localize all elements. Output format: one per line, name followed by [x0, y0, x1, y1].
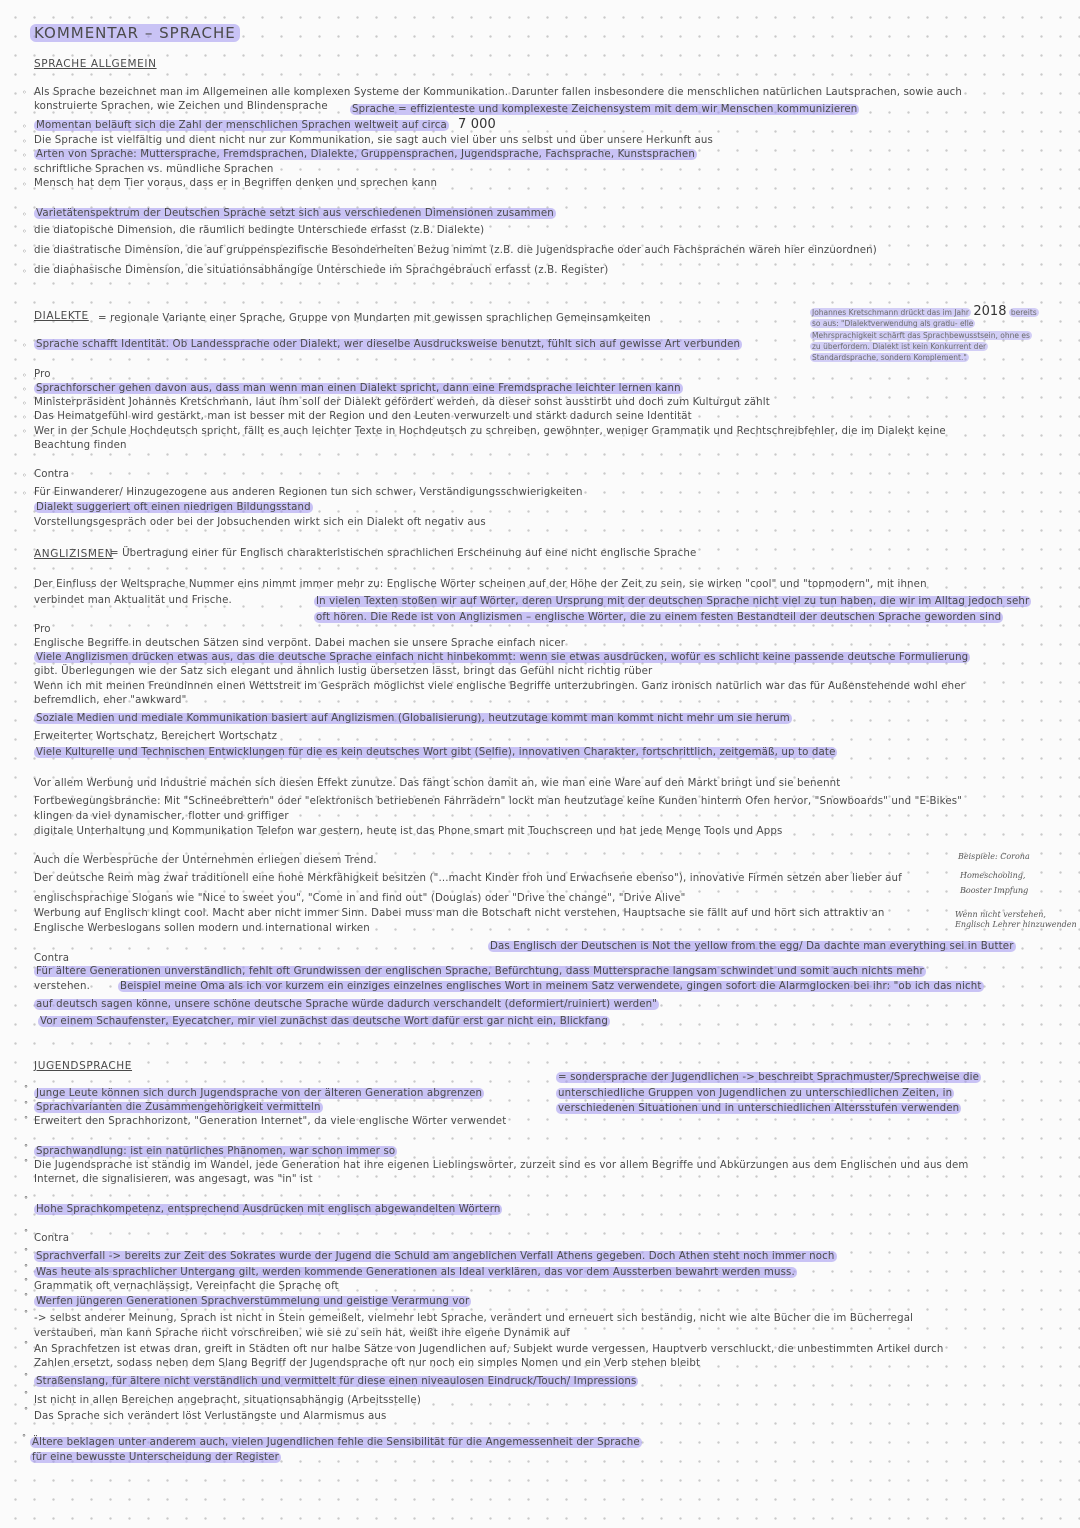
heading-dialekte: DIALEKTE [34, 310, 89, 322]
angl-pro-4: Soziale Medien und mediale Kommunikation basiert auf Anglizismen (Globalisierung), heutzutage kommt man kommt nicht mehr um sie herum [36, 713, 790, 724]
jugend-contra-9: Das Sprache sich verändert löst Verlustängste und Alarmismus aus [34, 1411, 387, 1422]
jugend-pro-5b: Internet, die signalisieren, was angesagt, was "in" ist [34, 1174, 313, 1185]
jugend-contra-3: Grammatik oft vernachlässigt, Vereinfacht die Sprache oft [34, 1281, 339, 1292]
jugend-contra: Contra [34, 1233, 70, 1244]
jugend-contra-8: Ist nicht in allen Bereichen angebracht, situationsabhängig (Arbeitsstelle) [34, 1395, 421, 1406]
angl-contra: Contra [34, 953, 70, 964]
angl-werbung-4: digitale Unterhaltung und Kommunikation Telefon war gestern, heute ist das Phone smart mit Touchscreen und hat jede Menge Tools und Apps [34, 826, 783, 837]
jugend-pro-6: Hohe Sprachkompetenz, entsprechend Ausdrücken mit englisch abgewandelten Wörtern [36, 1204, 501, 1215]
angl-contra-1: Für ältere Generationen unverständlich, fehlt oft Grundwissen der englischen Sprache, Befürchtung, dass Muttersprache langsam schwindet und somit auch nichts mehr [36, 966, 924, 977]
jugend-contra-1: Sprachverfall -> bereits zur Zeit des Sokrates wurde der Jugend die Schuld am angeblichen Verfall Athens gegeben. Doch Athen steht noch immer noch [36, 1251, 835, 1262]
angl-pro-2: Viele Anglizismen drücken etwas aus, das die deutsche Sprache einfach nicht hinbekommt: wenn sie etwas ausdrücken, wofür es schlicht keine passende deutsche Formulierung [36, 652, 969, 663]
allgemein-line-1: Als Sprache bezeichnet man im Allgemeinen alle komplexen Systeme der Kommunikation. Darunter fallen insbesondere die menschlichen natürlichen Lautsprachen, sowie auch [34, 87, 962, 98]
dialekte-identity: Sprache schafft Identität. Ob Landessprache oder Dialekt, wer dieselbe Ausdrucksweise benutzt, fühlt sich auf gewisse Art verbunden [36, 339, 741, 350]
dialekte-contra-3: Vorstellungsgespräch oder bei der Jobsuchenden wirkt sich ein Dialekt oft negativ aus [34, 517, 486, 528]
angl-werbung-3: klingen da viel dynamischer, flotter und griffiger [34, 811, 289, 822]
angl-contra-4: Vor einem Schaufenster, Eyecatcher, mir viel zunächst das deutsche Wort dafür erst gar nicht ein, Blickfang [40, 1016, 608, 1027]
angl-pro: Pro [34, 624, 51, 635]
bullet: ◦ [22, 88, 27, 97]
jugend-pro-1: Junge Leute können sich durch Jugendsprache von der älteren Generation abgrenzen [36, 1088, 483, 1099]
allgemein-line-count: Momentan beläuft sich die Zahl der menschlichen Sprachen weltweit auf circa [36, 120, 447, 131]
angl-werbung-8: Werbung auf Englisch klingt cool. Macht aber nicht immer Sinn. Dabei muss man die Botschaft nicht verstehen, Hauptsache sie fällt auf und hört sich attraktiv an [34, 908, 885, 919]
angl-pro-5: Erweiterter Wortschatz, Bereichert Wortschatz [34, 731, 278, 742]
heading-jugendsprache: JUGENDSPRACHE [34, 1060, 133, 1072]
allgemein-line-12: die diaphasische Dimension, die situationsabhängige Unterschiede im Sprachgebrauch erfasst (z.B. Register) [34, 265, 609, 276]
heading-anglizismen: ANGLIZISMEN [34, 548, 114, 560]
dialekte-contra-2: Dialekt suggeriert oft einen niedrigen Bildungsstand [36, 502, 311, 513]
angl-line-2: verbindet man Aktualität und Frische. [34, 595, 232, 606]
kretschmann-note: Johannes Kretschmann drückt das im Jahr 2018 bereits [812, 304, 1037, 319]
dialekte-pro-1: Sprachforscher gehen davon aus, dass man wenn man einen Dialekt spricht, dann eine Fremdsprache leichter lernen kann [36, 383, 681, 394]
angl-werbung-1: Vor allem Werbung und Industrie machen sich diesen Effekt zunutze. Das fängt schon damit an, wie man eine Ware auf den Markt bringt und sie benennt [34, 778, 841, 789]
dialekte-pro-4b: Beachtung finden [34, 440, 127, 451]
angl-werbung-2: Fortbewegungsbranche: Mit "Schneebrettern" oder "elektronisch betriebenen Fahrrädern" lockt man heutzutage keine Kunden hinterm Ofen hervor, "Snowboards" und "E-Bikes" [34, 796, 963, 807]
allgemein-definition: Sprache = effizienteste und komplexeste Zeichensystem mit dem wir Menschen kommunizieren [352, 104, 858, 115]
angl-contra-1b: verstehen. [34, 981, 90, 992]
dialekte-pro-2: Ministerpräsident Johannes Kretschmann, laut ihm soll der Dialekt gefördert werden, da dieser sonst ausstirbt und doch zum Kulturgut zählt [34, 397, 770, 408]
angl-werbung-5: Auch die Werbesprüche der Unternehmen erliegen diesem Trend. [34, 855, 377, 866]
allgemein-line-10: die diatopische Dimension, die räumlich bedingte Unterschiede erfasst (z.B. Dialekte) [34, 225, 485, 236]
allgemein-line-9: Varietätenspektrum der Deutschen Sprache setzt sich aus verschiedenen Dimensionen zusammen [36, 208, 554, 219]
allgemein-line-5: Die Sprache ist vielfältig und dient nicht nur zur Kommunikation, sie sagt auch viel über uns selbst und über unsere Herkunft aus [34, 135, 713, 146]
jugend-contra-6: An Sprachfetzen ist etwas dran, greift in Städten oft nur halbe Sätze von Jugendlichen auf, Subjekt wurde vergessen, Hauptverb verschluckt, die unbestimmten Artikel durch [34, 1344, 944, 1355]
dialekte-definition: = regionale Variante einer Sprache, Gruppe von Mundarten mit gewissen sprachlichen Gemeinsamkeiten [98, 313, 651, 324]
jugend-contra-5b: verstauben, man kann Sprache nicht vorschreiben, wie sie zu sein hat, weißt ihre eigene Dynamik auf [34, 1328, 571, 1339]
kretschmann-note-4: zu überfordern. Dialekt ist kein Konkurrent der [812, 342, 987, 351]
allgemein-line-11: die diastratische Dimension, die auf gruppenspezifische Besonderheiten Bezug nimmt (z.B. die Jugendsprache oder auch Fachsprachen wären hier einzuordnen) [34, 245, 877, 256]
angl-line-4: oft hören. Die Rede ist von Anglizismen – englische Wörter, die zu einem festen Bestandteil der deutschen Sprache geworden sind [316, 612, 1002, 623]
allgemein-line-7: schriftliche Sprachen vs. mündliche Sprachen [34, 164, 274, 175]
angl-line-3: In vielen Texten stoßen wir auf Wörter, deren Ursprung mit der deutschen Sprache nicht viel zu tun haben, die wir im Alltag jedoch sehr [316, 596, 1030, 607]
angl-line-1: Der Einfluss der Weltsprache Nummer eins nimmt immer mehr zu: Englische Wörter scheinen auf der Höhe der Zeit zu sein, sie wirken "cool" und "topmodern", mit ihnen [34, 579, 927, 590]
allgemein-line-8: Mensch hat dem Tier voraus, dass er in Begriffen denken und sprechen kann [34, 178, 438, 189]
angl-contra-2: Beispiel meine Oma als ich vor kurzem ein einziges einzelnes englisches Wort in meinem Satz verwendete, gingen sofort die Alarmglocken bei ihr: "ob ich das nicht [120, 981, 982, 992]
dialekte-contra-1: Für Einwanderer/ Hinzugezogene aus anderen Regionen tun sich schwer, Verständigungsschwierigkeiten [34, 487, 583, 498]
notes-page: KOMMENTAR – SPRACHE SPRACHE ALLGEMEIN ◦ Als Sprache bezeichnet man im Allgemeinen alle komplexen Systeme der Kommunikation. Darunter fallen insbesondere die menschlichen natürlichen Lautsprachen, sowie auch konstruierte Sprachen, wie Zeichen und Blindensprache Sprache = effizienteste und komplexeste Zeichensystem mit dem wir Menschen kommunizieren ◦ Momentan beläuft sich die Zahl der menschlichen Sprachen weltweit auf circa 7 000 ◦ Die Sprache ist vielfältig und dient nicht nur zur Kommunikation, sie sagt auch viel über uns selbst und über unsere Herkunft aus ◦ Arten von Sprache: Muttersprache, Fremdsprachen, Dialekte, Gruppensprachen, Jugendsprache, Fachsprache, Kunstsprachen ◦ schriftliche Sprachen vs. mündliche Sprachen ◦ Mensch hat dem Tier voraus, dass er in Begriffen denken und sprechen kann ◦ Varietätenspektrum der Deutschen Sprache setzt sich aus verschiedenen Dimensionen zusammen ◦ die diatopische Dimension, die räumlich bedingte Unterschiede erfasst (z.B. Dialekte) ◦ die diastratische Dimension, die auf gruppenspezifische Besonderheiten Bezug nimmt (z.B. die Jugendsprache oder auch Fachsprachen wären hier einzuordnen) ◦ die diaphasische Dimension, die situationsabhängige Unterschiede im Sprachgebrauch erfasst (z.B. Register) DIALEKTE = regionale Variante einer Sprache, Gruppe von Mundarten mit gewissen sprachlichen Gemeinsamkeiten ◦ Sprache schafft Identität. Ob Landessprache oder Dialekt, wer dieselbe Ausdrucksweise benutzt, fühlt sich auf gewisse Art verbunden Johannes Kretschmann drückt das im Jahr 2018 bereits so aus: "Dialektverwendung als gradu- elle Mehrsprachigkeit schärft das Sprachbewusstsein, ohne es zu überfordern. Dialekt ist kein Konkurrent der Standardsprache, sondern Komplement." ◦ Pro ◦ Sprachforscher gehen davon aus, dass man wenn man einen Dialekt spricht, dann eine Fremdsprache leichter lernen kann ◦ Ministerpräsident Johannes Kretschmann, laut ihm soll der Dialekt gefördert werden, da dieser sonst ausstirbt und doch zum Kulturgut zählt ◦ Das Heimatgefühl wird gestärkt, man ist besser mit der Region und den Leuten verwurzelt und stärkt dadurch seine Identität ◦ Wer in der Schule Hochdeutsch spricht, fällt es auch leichter Texte in Hochdeutsch zu schreiben, gewöhnter, weniger Grammatik und Rechtschreibfehler, die im Dialekt keine Beachtung finden ◦ Contra ◦ Für Einwanderer/ Hinzugezogene aus anderen Regionen tun sich schwer, Verständigungsschwierigkeiten Dialekt suggeriert oft einen niedrigen Bildungsstand Vorstellungsgespräch oder bei der Jobsuchenden wirkt sich ein Dialekt oft negativ aus ANGLIZISMEN = Übertragung einer für Englisch charakteristischen sprachlichen Erscheinung auf eine nicht englische Sprache Der Einfluss der Weltsprache Nummer eins nimmt immer mehr zu: Englische Wörter scheinen auf der Höhe der Zeit zu sein, sie wirken "cool" und "topmodern", mit ihnen verbindet man Aktualität und Frische. In vielen Texten stoßen wir auf Wörter, deren Ursprung mit der deutschen Sprache nicht viel zu tun haben, die wir im Alltag jedoch sehr oft hören. Die Rede ist von Anglizismen – englische Wörter, die zu einem festen Bestandteil der deutschen Sprache geworden sind Pro Englische Begriffe in deutschen Sätzen sind verpönt. Dabei machen sie unsere Sprache einfach nicer Viele Anglizismen drücken etwas aus, das die deutsche Sprache einfach nicht hinbekommt: wenn sie etwas ausdrücken, wofür es schlicht keine passende deutsche Formulierung gibt. Überlegungen wie der Satz sich elegant und ähnlich lustig übersetzen lässt, bringt das Gefühl nicht richtig rüber Wenn ich mit meinen Freundinnen einen Wettstreit im Gespräch möglichst viele englische Begriffe unterzubringen. Ganz ironisch natürlich war das für Außenstehende wohl eher befremdlich, eher "awkward" Soziale Medien und mediale Kommunikation basiert auf Anglizismen (Globalisierung), heutzutage kommt man kommt nicht mehr um sie herum Erweiterter Wortschatz, Bereichert Wortschatz Viele Kulturelle und Technischen Entwicklungen für die es kein deutsches Wort gibt (Selfie), innovativen Charakter, fortschrittlich, zeitgemäß, up to date Vor allem Werbung und Industrie machen sich diesen Effekt zunutze. Das fängt schon damit an, wie man eine Ware auf den Markt bringt und sie benennt Fortbewegungsbranche: Mit "Schneebrettern" oder "elektronisch betriebenen Fahrrädern" lockt man heutzutage keine Kunden hinterm Ofen hervor, "Snowboards" und "E-Bikes" klingen da viel dynamischer, flotter und griffiger digitale Unterhaltung und Kommunikation Telefon war gestern, heute ist das Phone smart mit Touchscreen und hat jede Menge Tools und Apps Auch die Werbesprüche der Unternehmen erliegen diesem Trend. Der deutsche Reim mag zwar traditionell eine hohe Merkfähigkeit besitzen ("...macht Kinder froh und Erwachsene ebenso"), innovative Firmen setzen aber lieber auf englischsprachige Slogans wie "Nice to sweet you", "Come in and find out" (Douglas) oder "Drive the change", "Drive Alive" Werbung auf Englisch klingt cool. Macht aber nicht immer Sinn. Dabei muss man die Botschaft nicht verstehen, Hauptsache sie fällt auf und hört sich attraktiv an Englische Werbeslogans sollen modern und international wirken Das Englisch der Deutschen is Not the yellow from the egg/ Da dachte man everything sei in Butter Contra Für ältere Generationen unverständlich, fehlt oft Grundwissen der englischen Sprache, Befürchtung, dass Muttersprache langsam schwindet und somit auch nichts mehr verstehen. Beispiel meine Oma als ich vor kurzem ein einziges einzelnes englisches Wort in meinem Satz verwendete, gingen sofort die Alarmglocken bei ihr: "ob ich das nicht auf deutsch sagen könne, unsere schöne deutsche Sprache würde dadurch verschandelt (deformiert/ruiniert) werden" Vor einem Schaufenster, Eyecatcher, mir viel zunächst das deutsche Wort dafür erst gar nicht ein, Blickfang Beispiele: Corona Homeschooling, Booster Impfung Wenn nicht verstehen, Englisch Lehrer hinzuwenden JUGENDSPRACHE = sondersprache der Jugendlichen -> beschreibt Sprachmuster/Sprechweise die unterschiedliche Gruppen von Jugendlichen zu unterschiedlichen Zeiten, in verschiedenen Situationen und in unterschiedlichen Altersstufen verwenden ° Junge Leute können sich durch Jugendsprache von der älteren Generation abgrenzen ° Sprachvarianten die Zusammengehörigkeit vermitteln ° Erweitert den Sprachhorizont, "Generation Internet", da viele englische Wörter verwendet ° Sprachwandlung: ist ein natürliches Phänomen, war schon immer so ° Die Jugendsprache ist ständig im Wandel, jede Generation hat ihre eigenen Lieblingswörter, zurzeit sind es vor allem Begriffe und Abkürzungen aus dem Englischen und aus dem Internet, die signalisieren, was angesagt, was "in" ist ° Hohe Sprachkompetenz, entsprechend Ausdrücken mit englisch abgewandelten Wörtern ° Contra ° Sprachverfall -> bereits zur Zeit des Sokrates wurde der Jugend die Schuld am angeblichen Verfall Athens gegeben. Doch Athen steht noch immer noch ° Was heute als sprachlicher Untergang gilt, werden kommende Generationen als Ideal verklären, das vor dem Aussterben bewahrt werden muss. ° Grammatik oft vernachlässigt, Vereinfacht die Sprache oft ° Werfen jüngeren Generationen Sprachverstümmelung und geistige Verarmung vor ° -> selbst anderer Meinung, Sprach ist nicht in Stein gemeißelt, vielmehr lebt Sprache, verändert und erneuert sich beständig, nicht wie alte Bücher die im Bücherregal verstauben, man kann Sprache nicht vorschreiben, wie sie zu sein hat, weißt ihre eigene Dynamik auf ° An Sprachfetzen ist etwas dran, greift in Städten oft nur halbe Sätze von Jugendlichen auf, Subjekt wurde vergessen, Hauptverb verschluckt, die unbestimmten Artikel durch Zahlen ersetzt, sodass neben dem Slang Begriff der Jugendsprache oft nur noch ein simples Nomen und ein Verb stehen bleibt ° Straßenslang, für ältere nicht verständlich und vermittelt für diese einen niveaulosen Eindruck/Touch/ Impressions ° Ist nicht in allen Bereichen angebracht, situationsabhängig (Arbeitsstelle) ° Das Sprache sich verändert löst Verlustängste und Alarmismus aus ° Ältere beklagen unter anderem auch, vielen Jugendlichen fehle die Sensibilität für die Angemessenheit der Sprache für eine bewusste Unterscheidung der Register [22, 24, 1077, 1463]
jugend-pro-4: Sprachwandlung: ist ein natürliches Phänomen, war schon immer so [36, 1146, 396, 1157]
language-count: 7 000 [458, 117, 496, 132]
jugend-contra-10: Ältere beklagen unter anderem auch, vielen Jugendlichen fehle die Sensibilität für die Angemessenheit der Sprache [32, 1437, 640, 1448]
angl-pro-3: Wenn ich mit meinen Freundinnen einen Wettstreit im Gespräch möglichst viele englische Begriffe unterzubringen. Ganz ironisch natürlich war das für Außenstehende wohl eher [34, 681, 965, 692]
heading-allgemein: SPRACHE ALLGEMEIN [34, 58, 157, 70]
allgemein-line-2: konstruierte Sprachen, wie Zeichen und Blindensprache [34, 101, 328, 112]
allgemein-line-6: Arten von Sprache: Muttersprache, Fremdsprachen, Dialekte, Gruppensprachen, Jugendsprache, Fachsprache, Kunstsprachen [36, 149, 695, 160]
angl-contra-3: auf deutsch sagen könne, unsere schöne deutsche Sprache würde dadurch verschandelt (deformiert/ruiniert) werden" [36, 999, 658, 1010]
angl-werbung-7: englischsprachige Slogans wie "Nice to sweet you", "Come in and find out" (Douglas) oder "Drive the change", "Drive Alive" [34, 893, 686, 904]
jugend-contra-6b: Zahlen ersetzt, sodass neben dem Slang Begriff der Jugendsprache oft nur noch ein simples Nomen und ein Verb stehen bleibt [34, 1358, 701, 1369]
jugend-pro-3: Erweitert den Sprachhorizont, "Generation Internet", da viele englische Wörter verwendet [34, 1116, 507, 1127]
kretschmann-note-2: so aus: "Dialektverwendung als gradu- elle [812, 319, 974, 328]
angl-joke: Das Englisch der Deutschen is Not the yellow from the egg/ Da dachte man everything sei in Butter [490, 941, 1014, 952]
jugend-definition-3: verschiedenen Situationen und in unterschiedlichen Altersstufen verwenden [558, 1103, 960, 1114]
anglizismen-definition: = Übertragung einer für Englisch charakteristischen sprachlichen Erscheinung auf eine nicht englische Sprache [110, 548, 697, 559]
angl-pro-2b: gibt. Überlegungen wie der Satz sich elegant und ähnlich lustig übersetzen lässt, bringt das Gefühl nicht richtig rüber [34, 666, 653, 677]
dialekte-contra: Contra [34, 469, 70, 480]
dialekte-pro-4: Wer in der Schule Hochdeutsch spricht, fällt es auch leichter Texte in Hochdeutsch zu schreiben, gewöhnter, weniger Grammatik und Rechtschreibfehler, die im Dialekt keine [34, 426, 946, 437]
jugend-pro-2: Sprachvarianten die Zusammengehörigkeit vermitteln [36, 1102, 321, 1113]
angl-pro-6: Viele Kulturelle und Technischen Entwicklungen für die es kein deutsches Wort gibt (Selfie), innovativen Charakter, fortschrittlich, zeitgemäß, up to date [36, 747, 836, 758]
angl-werbung-6: Der deutsche Reim mag zwar traditionell eine hohe Merkfähigkeit besitzen ("...macht Kinder froh und Erwachsene ebenso"), innovative Firmen setzen aber lieber auf [34, 873, 902, 884]
angl-pro-3b: befremdlich, eher "awkward" [34, 695, 187, 706]
jugend-contra-5: -> selbst anderer Meinung, Sprach ist nicht in Stein gemeißelt, vielmehr lebt Sprache, verändert und erneuert sich beständig, nicht wie alte Bücher die im Bücherregal [34, 1313, 914, 1324]
jugend-definition-2: unterschiedliche Gruppen von Jugendlichen zu unterschiedlichen Zeiten, in [558, 1088, 953, 1099]
angl-pro-1: Englische Begriffe in deutschen Sätzen sind verpönt. Dabei machen sie unsere Sprache einfach nicer [34, 638, 566, 649]
jugend-contra-10b: für eine bewusste Unterscheidung der Register [32, 1452, 279, 1463]
angl-werbung-9: Englische Werbeslogans sollen modern und international wirken [34, 923, 370, 934]
dialekte-pro: Pro [34, 369, 51, 380]
examples-note: Beispiele: Corona [958, 852, 1030, 861]
kretschmann-note-3: Mehrsprachigkeit schärft das Sprachbewusstsein, ohne es [812, 331, 1030, 340]
dialekte-pro-3: Das Heimatgefühl wird gestärkt, man ist besser mit der Region und den Leuten verwurzelt und stärkt dadurch seine Identität [34, 411, 692, 422]
jugend-contra-4: Werfen jüngeren Generationen Sprachverstümmelung und geistige Verarmung vor [36, 1296, 470, 1307]
kretschmann-note-5: Standardsprache, sondern Komplement." [812, 353, 967, 362]
jugend-definition: = sondersprache der Jugendlichen -> beschreibt Sprachmuster/Sprechweise die [558, 1072, 980, 1083]
page-title: KOMMENTAR – SPRACHE [30, 24, 240, 42]
jugend-contra-7: Straßenslang, für ältere nicht verständlich und vermittelt für diese einen niveaulosen Eindruck/Touch/ Impressions [36, 1376, 637, 1387]
jugend-pro-5: Die Jugendsprache ist ständig im Wandel, jede Generation hat ihre eigenen Lieblingswörter, zurzeit sind es vor allem Begriffe und Abkürzungen aus dem Englischen und aus dem [34, 1160, 969, 1171]
jugend-contra-2: Was heute als sprachlicher Untergang gilt, werden kommende Generationen als Ideal verklären, das vor dem Aussterben bewahrt werden muss. [36, 1267, 795, 1278]
